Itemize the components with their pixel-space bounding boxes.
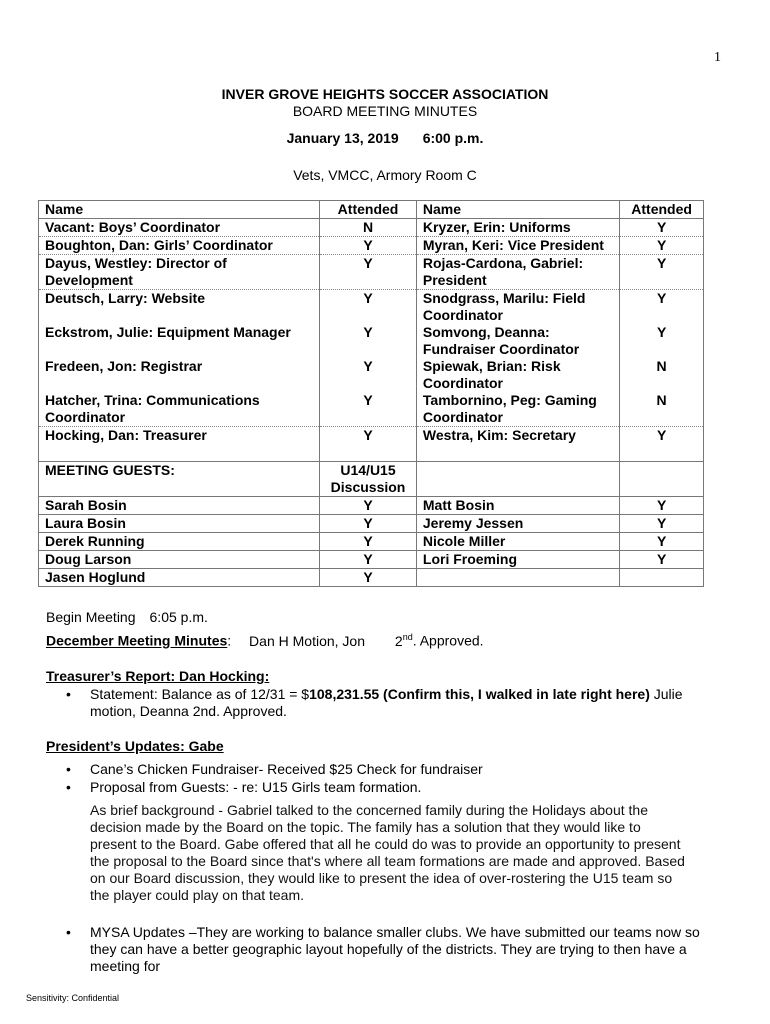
- treasurer-heading-text: Treasurer’s Report: Dan Hocking:: [46, 668, 270, 684]
- bullet-icon: •: [66, 924, 71, 940]
- attended-mark: Y: [620, 533, 704, 551]
- document-subtitle: BOARD MEETING MINUTES: [292, 103, 478, 119]
- table-row: [39, 533, 704, 551]
- sensitivity-footer: Sensitivity: Confidential: [26, 993, 120, 1003]
- ordinal-suffix: nd: [402, 632, 413, 642]
- december-motion: Dan H Motion, Jon: [249, 632, 365, 649]
- statement-approval: motion, Deanna 2nd. Approved.: [90, 703, 287, 719]
- member-name: Somvong, Deanna: Fundraiser Coordinator: [416, 324, 619, 358]
- treasurer-heading: [46, 668, 269, 684]
- attended-mark: Y: [620, 324, 704, 358]
- column-header: Name: [416, 201, 619, 219]
- table-row: [39, 427, 704, 462]
- update-item: Proposal from Guests: - re: U15 Girls team formation.: [90, 779, 422, 795]
- attended-mark: Y: [320, 237, 417, 255]
- attended-mark: Y: [620, 237, 704, 255]
- member-name: Rojas-Cardona, Gabriel: President: [416, 255, 619, 290]
- table-row: [39, 569, 704, 587]
- attended-mark: N: [620, 392, 704, 427]
- attended-mark: Y: [620, 515, 704, 533]
- guests-column-label: U14/U15 Discussion: [320, 462, 417, 497]
- attended-mark: Y: [620, 427, 704, 462]
- bullet-icon: •: [66, 686, 71, 702]
- table-row: [39, 515, 704, 533]
- statement-motion: Julie: [649, 686, 683, 702]
- begin-meeting-line: [46, 609, 208, 625]
- attended-mark: Y: [620, 255, 704, 290]
- president-heading: [46, 738, 224, 754]
- attended-mark: Y: [620, 551, 704, 569]
- guest-name: Sarah Bosin: [39, 497, 320, 515]
- meeting-date: January 13, 2019: [286, 130, 399, 146]
- column-header: Attended: [620, 201, 704, 219]
- attended-mark: Y: [320, 515, 417, 533]
- member-name: Eckstrom, Julie: Equipment Manager: [39, 324, 320, 358]
- member-name: Kryzer, Erin: Uniforms: [416, 219, 619, 237]
- president-heading-text: President’s Updates: Gabe: [46, 738, 224, 754]
- guest-name: Lori Froeming: [416, 551, 619, 569]
- table-row: [39, 219, 704, 237]
- attended-mark: N: [620, 358, 704, 392]
- december-minutes-line: December Meeting Minutes: Dan H Motion, Jon 2nd. Approved.: [46, 632, 484, 649]
- page-number: 1: [714, 50, 721, 65]
- member-name: Myran, Keri: Vice President: [416, 237, 619, 255]
- member-name: Hocking, Dan: Treasurer: [39, 427, 320, 462]
- guest-name: Matt Bosin: [416, 497, 619, 515]
- mysa-update: MYSA Updates –They are working to balance smaller clubs. We have submitted our teams now so they can have a better geographic layout hopefully of the districts. They are trying to then have a meeting for: [90, 924, 700, 974]
- guest-name: Derek Running: [39, 533, 320, 551]
- member-name: Spiewak, Brian: Risk Coordinator: [416, 358, 619, 392]
- table-row: [39, 324, 704, 358]
- attended-mark: Y: [320, 551, 417, 569]
- table-row: [39, 255, 704, 290]
- attendance-table: [38, 200, 704, 587]
- attended-mark: Y: [620, 497, 704, 515]
- guest-name: Jasen Hoglund: [39, 569, 320, 587]
- meeting-location: Vets, VMCC, Armory Room C: [293, 167, 477, 183]
- attended-mark: Y: [320, 324, 417, 358]
- guests-label: MEETING GUESTS:: [39, 462, 320, 497]
- table-row: [39, 290, 704, 325]
- statement-balance: 108,231.55 (Confirm this, I walked in late right here): [309, 686, 650, 702]
- table-header-row: [39, 201, 704, 219]
- member-name: Westra, Kim: Secretary: [416, 427, 619, 462]
- attended-mark: Y: [320, 533, 417, 551]
- guest-name: Nicole Miller: [416, 533, 619, 551]
- guest-name: Jeremy Jessen: [416, 515, 619, 533]
- member-name: Boughton, Dan: Girls’ Coordinator: [39, 237, 320, 255]
- table-row: [39, 497, 704, 515]
- member-name: Vacant: Boys’ Coordinator: [39, 219, 320, 237]
- december-second: 2: [394, 632, 403, 649]
- member-name: Fredeen, Jon: Registrar: [39, 358, 320, 392]
- background-paragraph: As brief background - Gabriel talked to the concerned family during the Holidays about the decision made by the Board on the topic. The family has a solution that they would like to present to the Board. Gabe offered that all he could do was to provide an opportunity to present the proposal to the Board since that's where all team formations are made and approved. Based on our Board discussion, they would like to present the idea of over-rostering the U15 team so the player could play on that team.: [90, 802, 685, 903]
- statement-text: Statement: Balance as of 12/31 = $: [90, 686, 310, 702]
- organization-title: INVER GROVE HEIGHTS SOCCER ASSOCIATION: [221, 86, 549, 102]
- begin-meeting-time: 6:05 p.m.: [149, 609, 208, 625]
- bullet-icon: •: [66, 761, 71, 777]
- guest-name: Doug Larson: [39, 551, 320, 569]
- attended-mark: N: [320, 219, 417, 237]
- attended-mark: Y: [320, 427, 417, 462]
- december-approved: . Approved.: [412, 632, 484, 649]
- guest-name: Laura Bosin: [39, 515, 320, 533]
- member-name: Snodgrass, Marilu: Field Coordinator: [416, 290, 619, 325]
- attended-mark: Y: [320, 392, 417, 427]
- member-name: Dayus, Westley: Director of Development: [39, 255, 320, 290]
- attended-mark: Y: [320, 497, 417, 515]
- attended-mark: Y: [320, 358, 417, 392]
- attended-mark: Y: [620, 219, 704, 237]
- bullet-icon: •: [66, 779, 71, 795]
- member-name: Tambornino, Peg: Gaming Coordinator: [416, 392, 619, 427]
- table-row: [39, 237, 704, 255]
- guests-header-row: [39, 462, 704, 497]
- update-item: Cane’s Chicken Fundraiser- Received $25 Check for fundraiser: [90, 761, 483, 777]
- meeting-date-time: [0, 130, 770, 146]
- meeting-time: 6:00 p.m.: [422, 130, 484, 146]
- table-row: [39, 551, 704, 569]
- table-row: [39, 358, 704, 392]
- column-header: Attended: [320, 201, 417, 219]
- column-header: Name: [39, 201, 320, 219]
- begin-meeting-label: Begin Meeting: [46, 609, 136, 625]
- table-row: [39, 392, 704, 427]
- member-name: Deutsch, Larry: Website: [39, 290, 320, 325]
- guest-name: [416, 569, 619, 587]
- attended-mark: Y: [320, 255, 417, 290]
- attended-mark: [620, 569, 704, 587]
- attended-mark: Y: [620, 290, 704, 325]
- member-name: Hatcher, Trina: Communications Coordinator: [39, 392, 320, 427]
- attended-mark: Y: [320, 290, 417, 325]
- attended-mark: Y: [320, 569, 417, 587]
- december-minutes-heading: December Meeting Minutes: [46, 632, 228, 649]
